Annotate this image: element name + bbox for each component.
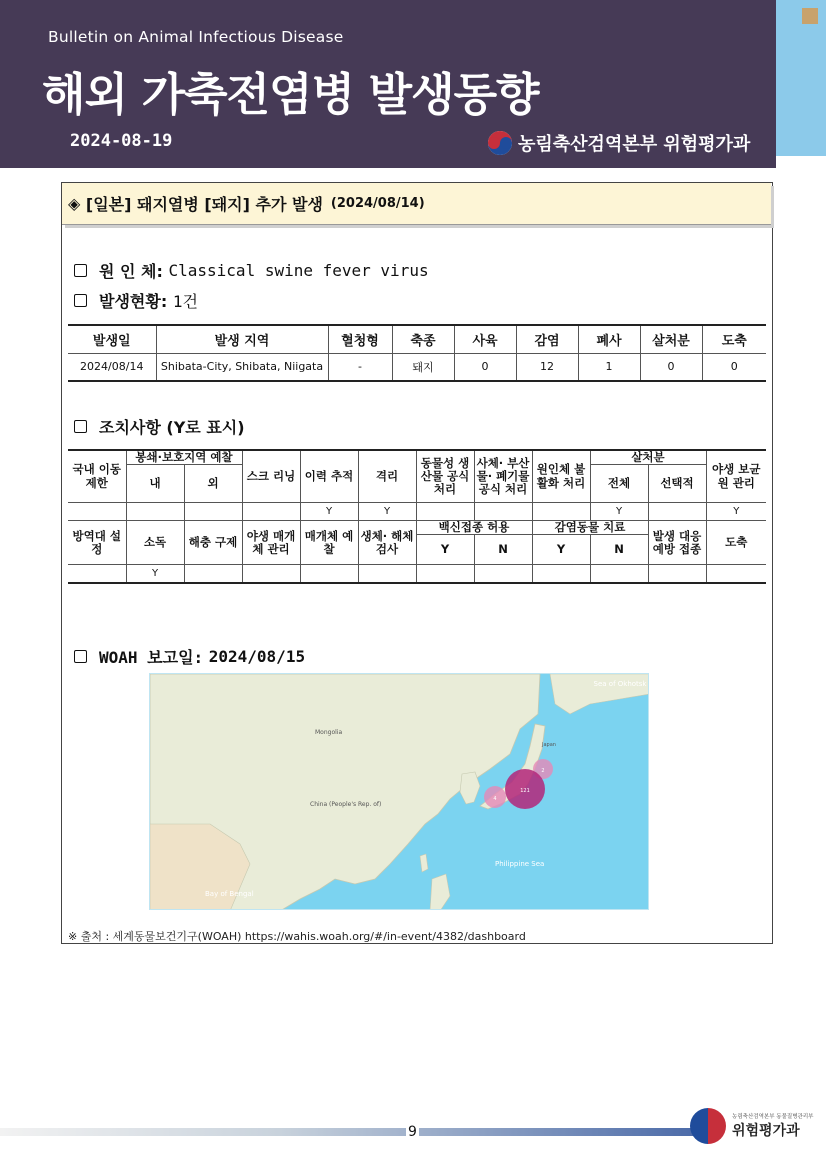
measures-heading (74, 415, 245, 438)
measures-title: 조치사항 (Y로 표시) (99, 418, 245, 437)
table-cell: 0 (702, 353, 766, 381)
table-cell: 0 (640, 353, 702, 381)
measure-cell (68, 503, 126, 521)
org-label: 농림축산검역본부 위험평가과 (518, 134, 751, 155)
table-cell: 12 (516, 353, 578, 381)
measure-cell (184, 565, 242, 583)
map-label-philippine: Philippine Sea (495, 860, 545, 868)
status-line (74, 289, 198, 312)
measure-header: 선택적 (648, 465, 706, 503)
measure-header: 야생 보균원 관리 (706, 450, 766, 503)
footer-logo-sub: 농림축산검역본부 동물질병관리부 (732, 1114, 814, 1120)
taeguk-logo-icon (488, 131, 512, 155)
measure-header: 야생 매개체 관리 (242, 521, 300, 565)
map-label-mongolia: Mongolia (315, 729, 343, 736)
measure-cell (242, 503, 300, 521)
outbreak-map (149, 673, 649, 910)
measure-header: 발생 대응 예방 접종 (648, 521, 706, 565)
measure-header: 방역대 설정 (68, 521, 126, 565)
measure-header: N (590, 535, 648, 565)
topic-title: [일본] 돼지열병 [돼지] 추가 발생 (85, 195, 323, 214)
footer-line (0, 1128, 700, 1136)
table-header: 감염 (516, 325, 578, 353)
status-label: 발생현황: (99, 292, 168, 311)
measure-header: N (474, 535, 532, 565)
checkbox-square-icon (74, 294, 87, 307)
table-header: 축종 (392, 325, 454, 353)
measure-cell (648, 565, 706, 583)
table-cell: 돼지 (392, 353, 454, 381)
measure-header: 매개체 예찰 (300, 521, 358, 565)
woah-label: WOAH 보고일: (99, 648, 204, 667)
measure-header: 내 (126, 465, 184, 503)
pathogen-label: 원 인 체: (99, 262, 163, 281)
table-cell: 1 (578, 353, 640, 381)
measure-cell (706, 565, 766, 583)
measure-header: 도축 (706, 521, 766, 565)
header-banner (0, 0, 776, 168)
philippines-islands (430, 874, 450, 910)
map-label-japan: Japan (542, 742, 556, 748)
outbreak-table (68, 324, 766, 382)
checkbox-square-icon (74, 650, 87, 663)
taiwan-island (420, 854, 428, 872)
measure-cell (532, 503, 590, 521)
measure-header: 생체· 해체 검사 (358, 521, 416, 565)
table-row (68, 503, 766, 521)
table-header: 도축 (702, 325, 766, 353)
measure-cell (474, 503, 532, 521)
measure-header: 이력 추적 (300, 450, 358, 503)
measure-header: 사체· 부산물· 폐기물 공식 처리 (474, 450, 532, 503)
bulletin-subtitle: Bulletin on Animal Infectious Disease (48, 28, 344, 46)
measure-header: 해충 구제 (184, 521, 242, 565)
measure-header: 봉쇄·보호지역 예찰 (126, 450, 242, 465)
page-title: 해외 가축전염병 발생동향 (42, 68, 539, 121)
checkbox-square-icon (74, 420, 87, 433)
measure-cell (358, 565, 416, 583)
side-accent-bar (776, 0, 826, 156)
measure-header: 감염동물 치료 (532, 521, 648, 535)
measure-header: 살처분 (590, 450, 706, 465)
table-row (68, 353, 766, 381)
measure-header: 외 (184, 465, 242, 503)
status-value: 1건 (172, 292, 198, 311)
source-note: ※ 출처 : 세계동물보건기구(WOAH) https://wahis.woah.org/#/in-event/4382/dashboard (68, 930, 526, 943)
checkbox-square-icon (74, 264, 87, 277)
measure-cell (126, 503, 184, 521)
footer-logo-text (732, 1112, 813, 1140)
measure-cell (474, 565, 532, 583)
measure-cell (648, 503, 706, 521)
report-box (61, 182, 773, 944)
table-header: 발생 지역 (156, 325, 328, 353)
pathogen-value: Classical swine fever virus (168, 261, 429, 280)
measure-header: 동물성 생산물 공식 처리 (416, 450, 474, 503)
map-label-okhotsk: Sea of Okhotsk (593, 680, 647, 688)
footer-logo-main: 위험평가과 (732, 1123, 800, 1139)
table-header: 살처분 (640, 325, 702, 353)
table-cell: - (328, 353, 392, 381)
side-accent-square (802, 8, 818, 24)
measure-header: 전체 (590, 465, 648, 503)
measure-header: 격리 (358, 450, 416, 503)
cluster-label: 4 (493, 796, 497, 802)
bulletin-date: 2024-08-19 (70, 131, 173, 151)
woah-date: 2024/08/15 (208, 647, 306, 666)
measure-header: 원인체 불활화 처리 (532, 450, 590, 503)
korea-peninsula (460, 772, 480, 804)
table-header: 폐사 (578, 325, 640, 353)
footer-logo (690, 1108, 813, 1144)
table-cell: Shibata-City, Shibata, Niigata (156, 353, 328, 381)
map-svg (150, 674, 649, 910)
table-header-row (68, 325, 766, 353)
map-label-china: China (People's Rep. of) (310, 801, 382, 808)
topic-date: (2024/08/14) (330, 196, 425, 211)
table-header: 발생일 (68, 325, 156, 353)
table-row (68, 565, 766, 583)
table-cell: 2024/08/14 (68, 353, 156, 381)
woah-line (74, 645, 305, 668)
measure-cell: Y (300, 503, 358, 521)
measure-cell (242, 565, 300, 583)
table-cell: 0 (454, 353, 516, 381)
measure-cell: Y (358, 503, 416, 521)
measure-cell (416, 503, 474, 521)
measure-header: Y (532, 535, 590, 565)
org-name (488, 130, 750, 156)
measure-cell (416, 565, 474, 583)
cluster-label: 121 (520, 788, 530, 794)
measure-cell: Y (590, 503, 648, 521)
pathogen-line (74, 259, 429, 282)
measure-header: 소독 (126, 521, 184, 565)
measure-cell (532, 565, 590, 583)
measure-cell (300, 565, 358, 583)
table-header: 혈청형 (328, 325, 392, 353)
measure-cell: Y (706, 503, 766, 521)
taeguk-logo-icon (690, 1108, 726, 1144)
map-label-bengal: Bay of Bengal (205, 890, 254, 898)
measure-cell (184, 503, 242, 521)
measure-header: 스크 리닝 (242, 450, 300, 503)
measure-header: 백신접종 허용 (416, 521, 532, 535)
measure-header: 국내 이동 제한 (68, 450, 126, 503)
measure-cell (68, 565, 126, 583)
topic-banner (62, 183, 771, 225)
page-number: 9 (408, 1124, 417, 1140)
diamond-bullet-icon: ◈ (68, 194, 81, 213)
measure-cell (590, 565, 648, 583)
measure-cell: Y (126, 565, 184, 583)
cluster-label: 2 (541, 768, 545, 774)
measure-header: Y (416, 535, 474, 565)
measures-table (68, 449, 766, 584)
table-header: 사육 (454, 325, 516, 353)
